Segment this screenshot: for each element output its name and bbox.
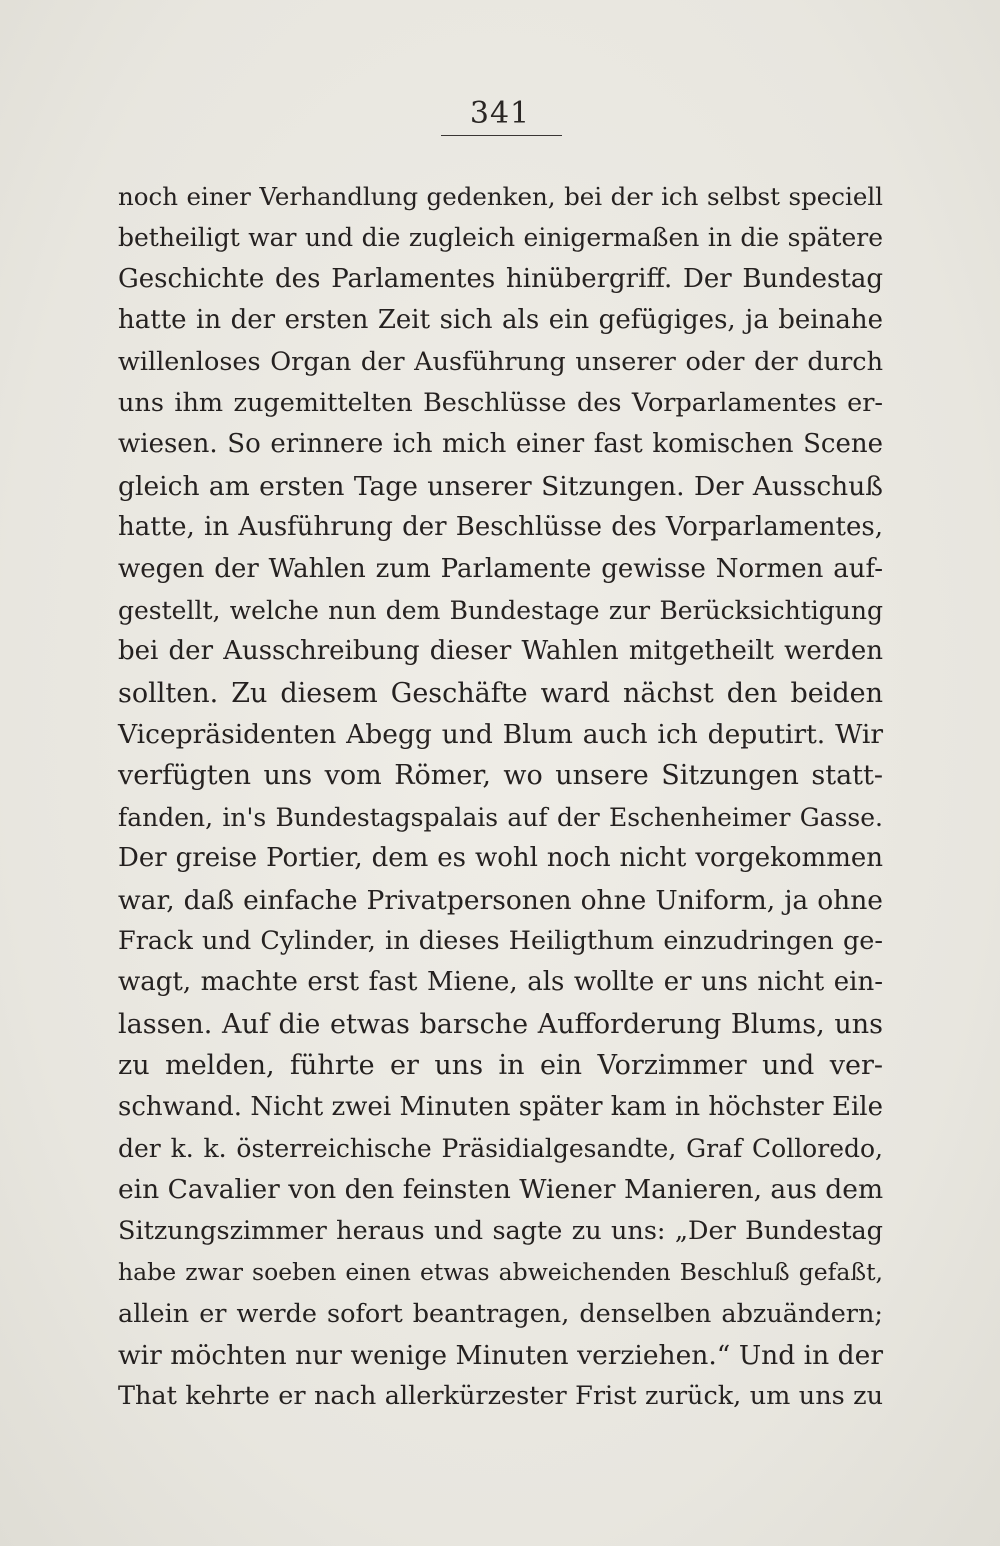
text-line: betheiligt war und die zugleich einigermaßen in die spätere — [118, 223, 883, 253]
text-line: lassen. Auf die etwas barsche Aufforderung Blums, uns — [118, 1008, 883, 1040]
text-line: ein Cavalier von den feinsten Wiener Manieren, aus dem — [118, 1174, 884, 1206]
text-line: uns ihm zugemittelten Beschlüsse des Vorparlamentes er- — [118, 387, 883, 418]
text-line: habe zwar soeben einen etwas abweichenden Beschluß gefaßt, — [118, 1258, 883, 1287]
text-line: That kehrte er nach allerkürzester Frist zurück, um uns zu — [118, 1381, 883, 1412]
text-line: verfügten uns vom Römer, wo unsere Sitzungen statt- — [118, 760, 883, 792]
text-line: war, daß einfache Privatpersonen ohne Uniform, ja ohne — [118, 884, 883, 916]
text-line: hatte, in Ausführung der Beschlüsse des Vorparlamentes, — [118, 512, 883, 543]
text-line: der k. k. österreichische Präsidialgesandte, Graf Colloredo, — [118, 1133, 883, 1163]
text-line: noch einer Verhandlung gedenken, bei der ich selbst speciell — [118, 182, 883, 211]
body-text — [118, 176, 883, 1418]
text-line: allein er werde sofort beantragen, denselben abzuändern; — [118, 1298, 883, 1329]
text-line: Frack und Cylinder, in dieses Heiligthum einzudringen ge- — [118, 926, 883, 957]
text-line: sollten. Zu diesem Geschäfte ward nächst den beiden — [118, 677, 883, 709]
text-line: wegen der Wahlen zum Parlamente gewisse Normen auf- — [118, 553, 883, 584]
text-line: Der greise Portier, dem es wohl noch nicht vorgekommen — [118, 843, 883, 874]
text-line: gestellt, welche nun dem Bundestage zur Berücksichtigung — [118, 595, 883, 625]
page-number: 341 — [469, 96, 531, 131]
text-line: Sitzungszimmer heraus und sagte zu uns: „Der Bundestag — [118, 1215, 883, 1246]
text-line: schwand. Nicht zwei Minuten später kam in höchster Eile — [118, 1091, 883, 1122]
page-number-rule — [441, 135, 562, 136]
text-line: bei der Ausschreibung dieser Wahlen mitgetheilt werden — [118, 636, 883, 667]
text-line: Geschichte des Parlamentes hinübergriff. Der Bundestag — [118, 263, 883, 294]
text-line: gleich am ersten Tage unserer Sitzungen. Der Ausschuß — [118, 470, 883, 502]
text-line: fanden, in's Bundestagspalais auf der Eschenheimer Gasse. — [118, 802, 883, 832]
text-line: hatte in der ersten Zeit sich als ein gefügiges, ja beinahe — [118, 305, 883, 336]
text-line: wiesen. So erinnere ich mich einer fast komischen Scene — [118, 429, 883, 460]
text-line: zu melden, führte er uns in ein Vorzimmer und ver- — [118, 1050, 883, 1082]
text-line: wir möchten nur wenige Minuten verziehen.“ Und in der — [118, 1339, 883, 1371]
text-line: Vicepräsidenten Abegg und Blum auch ich deputirt. Wir — [118, 719, 883, 751]
text-line: wagt, machte erst fast Miene, als wollte er uns nicht ein- — [118, 967, 883, 998]
text-line: willenloses Organ der Ausführung unserer oder der durch — [118, 346, 883, 377]
